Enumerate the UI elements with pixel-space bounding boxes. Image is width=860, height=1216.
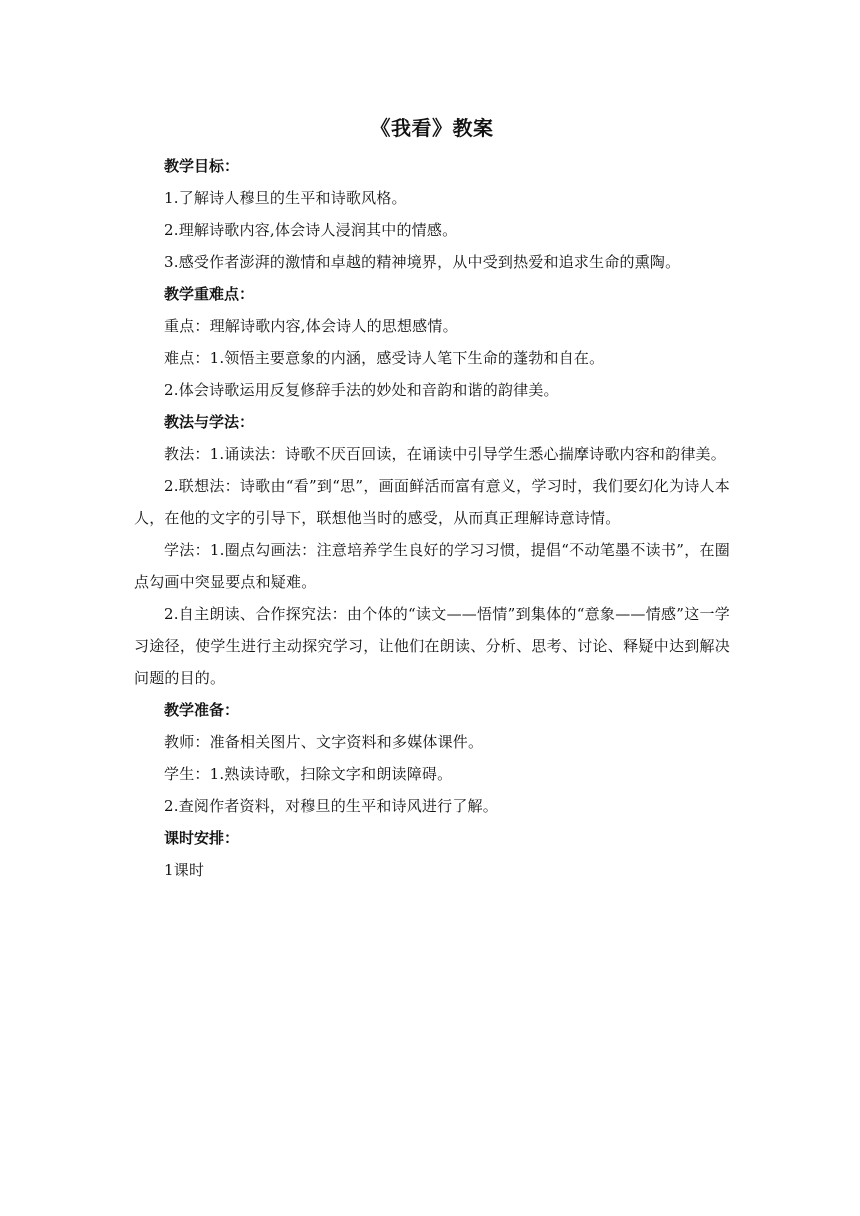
paragraph: 2.理解诗歌内容,体会诗人浸润其中的情感。 [164, 221, 458, 239]
section-heading: 教法与学法： [164, 413, 255, 431]
section-heading: 课时安排： [164, 829, 240, 847]
paragraph: 2.体会诗歌运用反复修辞手法的妙处和音韵和谐的韵律美。 [164, 381, 559, 399]
section-preparation [134, 694, 730, 822]
section-key-points [134, 278, 730, 406]
section-schedule [134, 822, 730, 886]
paragraph: 2.联想法：诗歌由“看”到“思”，画面鲜活而富有意义，学习时，我们要幻化为诗人本人，在他的文字的引导下，联想他当时的感受，从而真正理解诗意诗情。 [134, 477, 730, 527]
section-heading: 教学目标： [164, 157, 240, 175]
document-title: 《我看》教案 [370, 116, 494, 140]
paragraph: 1.了解诗人穆旦的生平和诗歌风格。 [164, 189, 407, 207]
paragraph: 难点：1.领悟主要意象的内涵，感受诗人笔下生命的蓬勃和自在。 [164, 349, 605, 367]
paragraph: 教师：准备相关图片、文字资料和多媒体课件。 [164, 733, 484, 751]
section-heading: 教学重难点： [164, 285, 255, 303]
paragraph: 2.查阅作者资料，对穆旦的生平和诗风进行了解。 [164, 797, 498, 815]
section-methods [134, 406, 730, 694]
paragraph: 2.自主朗读、合作探究法：由个体的“读文——悟情”到集体的“意象——情感”这一学习途径，使学生进行主动探究学习，让他们在朗读、分析、思考、讨论、释疑中达到解决问题的目的。 [134, 605, 730, 687]
document-body [134, 112, 730, 886]
paragraph: 教法：1.诵读法：诗歌不厌百回读，在诵读中引导学生悉心揣摩诗歌内容和韵律美。 [164, 445, 726, 463]
section-teaching-goals [134, 150, 730, 278]
paragraph: 重点：理解诗歌内容,体会诗人的思想感情。 [164, 317, 458, 335]
paragraph: 3.感受作者澎湃的激情和卓越的精神境界，从中受到热爱和追求生命的熏陶。 [164, 253, 681, 271]
paragraph: 学法：1.圈点勾画法：注意培养学生良好的学习习惯，提倡“不动笔墨不读书”，在圈点勾画中突显要点和疑难。 [134, 541, 730, 591]
paragraph: 1课时 [164, 861, 205, 879]
section-heading: 教学准备： [164, 701, 240, 719]
paragraph: 学生：1.熟读诗歌，扫除文字和朗读障碍。 [164, 765, 453, 783]
